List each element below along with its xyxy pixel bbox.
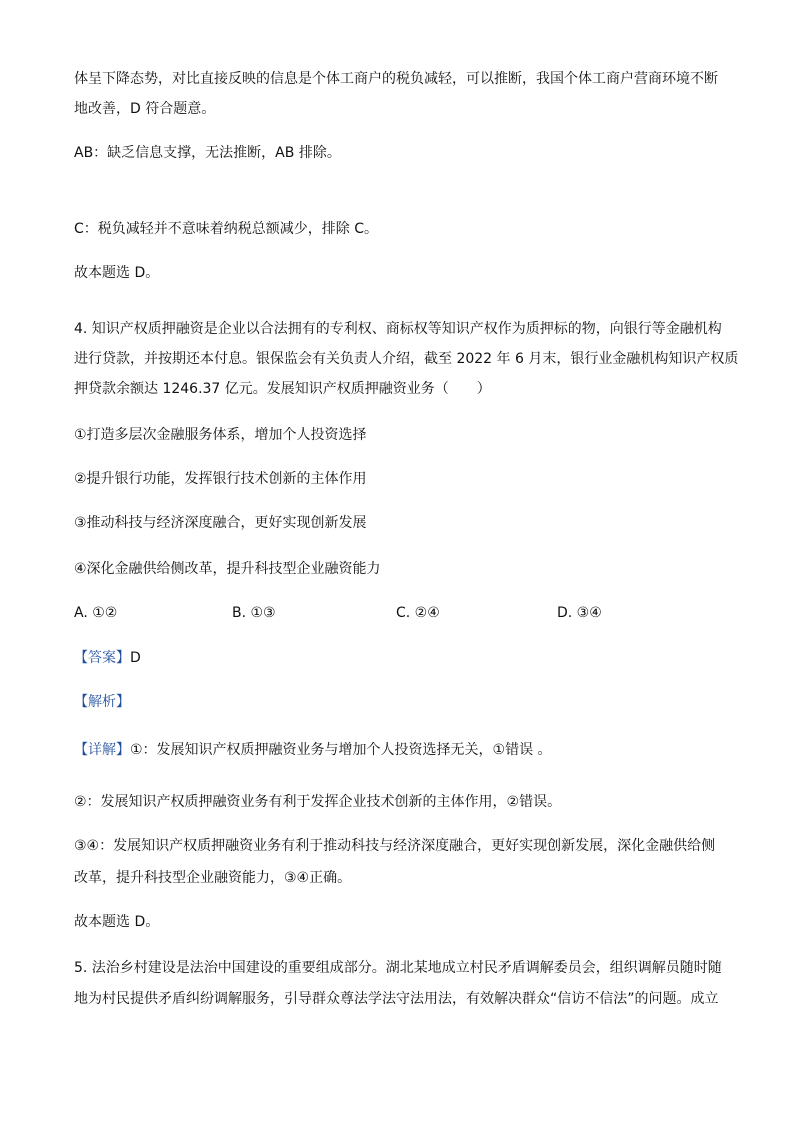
- prev-answer-line-1: 体呈下降态势，对比直接反映的信息是个体工商户的税负减轻，可以推断，我国个体工商户营商环境不断: [74, 71, 718, 87]
- q4-option-d: D. ③④: [557, 605, 602, 621]
- q4-answer: [74, 649, 141, 667]
- answer-label: 【答案】: [74, 650, 130, 666]
- q4-option-a: A. ①②: [74, 605, 118, 621]
- q4-stem-line-2: 进行贷款，并按期还本付息。银保监会有关负责人介绍，截至 2022 年 6 月末，银行业金融机构知识产权质: [74, 351, 739, 367]
- q4-option-c: C. ②④: [396, 605, 440, 621]
- q4-detail-line-3: ③④：发展知识产权质押融资业务有利于推动科技与经济深度融合，更好实现创新发展，深化金融供给侧: [74, 838, 716, 854]
- q5-stem-line-1: 5. 法治乡村建设是法治中国建设的重要组成部分。湖北某地成立村民矛盾调解委员会，组织调解员随时随: [74, 960, 722, 976]
- detail-label: 【详解】: [74, 742, 130, 758]
- q4-item-3: ③推动科技与经济深度融合，更好实现创新发展: [74, 515, 367, 531]
- q5-stem-line-2: 地为村民提供矛盾纠纷调解服务，引导群众尊法学法守法用法，有效解决群众“信访不信法”的问题。成立: [74, 991, 719, 1007]
- prev-answer-line-2: 地改善，D 符合题意。: [74, 101, 216, 117]
- prev-answer-conclusion: 故本题选 D。: [74, 265, 160, 281]
- q4-item-2: ②提升银行功能，发挥银行技术创新的主体作用: [74, 471, 367, 487]
- q4-analysis-label: 【解析】: [74, 694, 130, 710]
- prev-answer-ab: AB：缺乏信息支撑，无法推断，AB 排除。: [74, 145, 341, 161]
- q4-option-b: B. ①③: [232, 605, 276, 621]
- q4-conclusion: 故本题选 D。: [74, 914, 160, 930]
- detail-text-1: ①：发展知识产权质押融资业务与增加个人投资选择无关，①错误 。: [130, 742, 552, 758]
- q4-item-1: ①打造多层次金融服务体系，增加个人投资选择: [74, 427, 367, 443]
- q4-detail-line-2: ②：发展知识产权质押融资业务有利于发挥企业技术创新的主体作用，②错误。: [74, 794, 562, 810]
- prev-answer-c: C：税负减轻并不意味着纳税总额减少，排除 C。: [74, 221, 378, 237]
- answer-value: D: [130, 650, 141, 666]
- q4-detail-line-4: 改革，提升科技型企业融资能力，③④正确。: [74, 870, 352, 886]
- q4-item-4: ④深化金融供给侧改革，提升科技型企业融资能力: [74, 561, 381, 577]
- q4-detail-line-1: [74, 741, 552, 759]
- q4-stem-line-1: 4. 知识产权质押融资是企业以合法拥有的专利权、商标权等知识产权作为质押标的物，向银行等金融机构: [74, 321, 722, 337]
- q4-stem-line-3: 押贷款余额达 1246.37 亿元。发展知识产权质押融资业务（ ）: [74, 381, 491, 397]
